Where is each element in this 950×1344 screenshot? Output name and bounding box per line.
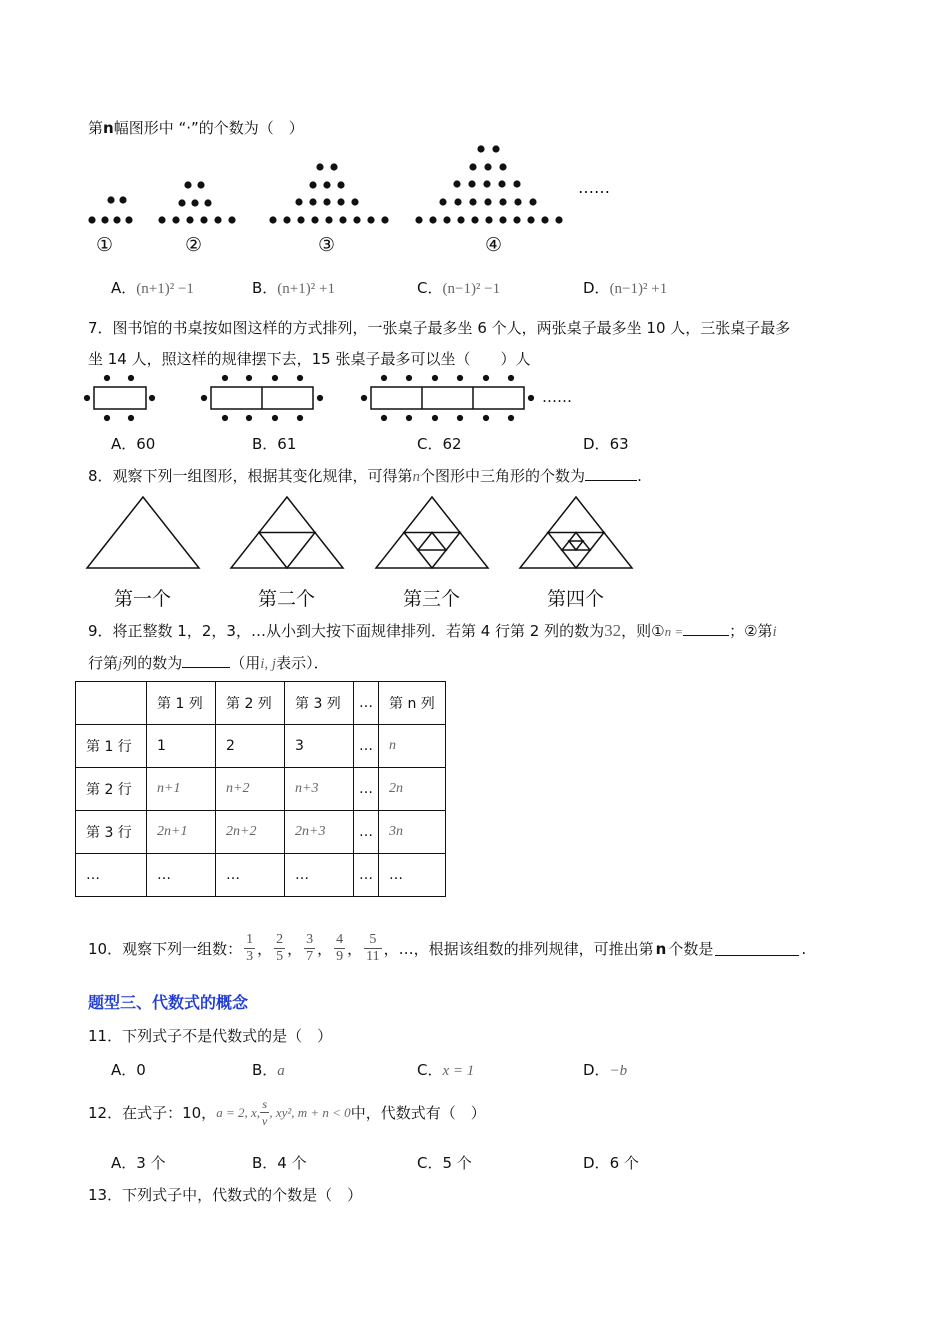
table-cell: … [354, 854, 379, 897]
table-cell: 3 [285, 725, 354, 768]
q7-option-d[interactable]: D．63 [583, 435, 629, 453]
table-row [76, 725, 446, 768]
q11-option-b[interactable]: B．a [252, 1061, 285, 1079]
table-cell: … [216, 854, 285, 897]
table-cell: 2n+2 [216, 811, 285, 854]
dot-figure-3 [269, 163, 388, 223]
q10-answer-blank[interactable] [715, 941, 799, 956]
dot-figure-4 [415, 145, 562, 223]
q6-option-b[interactable]: B．(n+1)² +1 [252, 279, 335, 297]
table-cell: 1 [147, 725, 216, 768]
q12-stem: 12．在式子：10， a = 2, x, $\frac{s}{v}$ , xy², m + n < 0 中，代数式有（ ） [88, 1097, 486, 1128]
table-cell: n [379, 725, 446, 768]
q11-option-c[interactable]: C．x = 1 [417, 1061, 475, 1079]
table-cell: 2n+3 [285, 811, 354, 854]
q8-caption-2: 第二个 [258, 588, 316, 610]
table-header-cell: 第 3 列 [285, 682, 354, 725]
table-cell: 第 1 行 [76, 725, 147, 768]
q12-option-b[interactable]: B．4 个 [252, 1154, 307, 1172]
q7-option-a[interactable]: A．60 [111, 435, 156, 453]
q12-option-c[interactable]: C．5 个 [417, 1154, 472, 1172]
table-row [76, 811, 446, 854]
q13-stem: 13．下列式子中，代数式的个数是（ ） [88, 1186, 363, 1204]
table-cell: 2 [216, 725, 285, 768]
table-cell: n+1 [147, 768, 216, 811]
q9-answer-blank-2[interactable] [182, 653, 230, 668]
q8-triangle-figures [84, 494, 644, 572]
q8-caption-4: 第四个 [547, 588, 605, 610]
q11-option-d[interactable]: D．−b [583, 1061, 628, 1079]
q7-stem-line1: 7．图书馆的书桌按如图这样的方式排列，一张桌子最多坐 6 个人，两张桌子最多坐 10 人，三张桌子最多 [88, 319, 791, 337]
q12-option-a[interactable]: A．3 个 [111, 1154, 166, 1172]
q8-answer-blank[interactable] [585, 466, 637, 481]
q7-option-c[interactable]: C．62 [417, 435, 462, 453]
section-heading: 题型三、代数式的概念 [88, 993, 249, 1012]
table-cell: … [285, 854, 354, 897]
table-header-cell: 第 2 列 [216, 682, 285, 725]
q8-caption-1: 第一个 [114, 588, 172, 610]
q9-number-table [75, 681, 446, 897]
q10-fraction-1: $\frac{1}{3}$ [246, 932, 254, 964]
table-cell: … [354, 811, 379, 854]
q12-fraction: $\frac{s}{v}$ [261, 1097, 268, 1128]
table-cell: 2n [379, 768, 446, 811]
table-cell: n+2 [216, 768, 285, 811]
q11-stem: 11．下列式子不是代数式的是（ ） [88, 1027, 333, 1045]
q6-stem: 第n幅图形中 “·”的个数为（ ） [88, 119, 304, 137]
q8-stem: 8．观察下列一组图形，根据其变化规律，可得第n个图形中三角形的个数为 . [88, 467, 642, 485]
q12-option-d[interactable]: D．6 个 [583, 1154, 639, 1172]
table-cell: … [354, 768, 379, 811]
q7-option-b[interactable]: B．61 [252, 435, 297, 453]
q6-option-d[interactable]: D．(n−1)² +1 [583, 279, 668, 297]
q6-dot-figures [80, 140, 640, 230]
q10-fraction-2: $\frac{2}{5}$ [276, 932, 284, 964]
table-cell: 第 2 行 [76, 768, 147, 811]
dot-figure-2 [158, 181, 235, 223]
table-cell: 2n+1 [147, 811, 216, 854]
q7-ellipsis: …… [542, 388, 572, 406]
table-cell: … [354, 725, 379, 768]
dot-figure-1 [88, 196, 132, 223]
table-cell: 3n [379, 811, 446, 854]
q9-answer-blank-1[interactable] [683, 621, 729, 636]
q10-fraction-5: $\frac{5}{11}$ [366, 932, 380, 964]
table-header-row [76, 682, 446, 725]
table-header-cell: … [354, 682, 379, 725]
table-header-cell: 第 1 列 [147, 682, 216, 725]
q8-caption-3: 第三个 [403, 588, 461, 610]
q11-option-a[interactable]: A．0 [111, 1061, 146, 1079]
table-cell: … [76, 854, 147, 897]
q10-fraction-4: $\frac{4}{9}$ [336, 932, 344, 964]
q6-option-c[interactable]: C．(n−1)² −1 [417, 279, 501, 297]
table-cell: … [379, 854, 446, 897]
q6-option-a[interactable]: A．(n+1)² −1 [111, 279, 194, 297]
q6-label-3: ③ [318, 234, 336, 256]
table-header-cell: 第 n 列 [379, 682, 446, 725]
q7-stem-line2: 坐 14 人，照这样的规律摆下去，15 张桌子最多可以坐（ ）人 [88, 350, 531, 368]
table-cell: 第 3 行 [76, 811, 147, 854]
q6-label-1: ① [96, 234, 114, 256]
q6-label-4: ④ [485, 234, 503, 256]
q7-table-figures [82, 373, 582, 423]
table-row [76, 854, 446, 897]
table-row [76, 768, 446, 811]
q9-stem-line2: 行第j列的数为 （用i, j表示）． [88, 654, 329, 672]
q10-stem: 10．观察下列一组数： $\frac{1}{3}$ ， $\frac{2}{5}$ ， $\frac{3}{7}$ ， $\frac{4}{9}$ ， $\frac{5}{11}$ ，…，根据该组数的排列规律，可推出第 n 个数是 . [88, 932, 807, 964]
q6-label-2: ② [185, 234, 203, 256]
table-cell: … [147, 854, 216, 897]
q6-ellipsis: …… [578, 178, 610, 197]
table-header-cell [76, 682, 147, 725]
q10-fraction-3: $\frac{3}{7}$ [306, 932, 314, 964]
table-cell: n+3 [285, 768, 354, 811]
q9-stem-line1: 9．将正整数 1，2，3，…从小到大按下面规律排列．若第 4 行第 2 列的数为32，则①n = ；②第i [88, 621, 777, 640]
